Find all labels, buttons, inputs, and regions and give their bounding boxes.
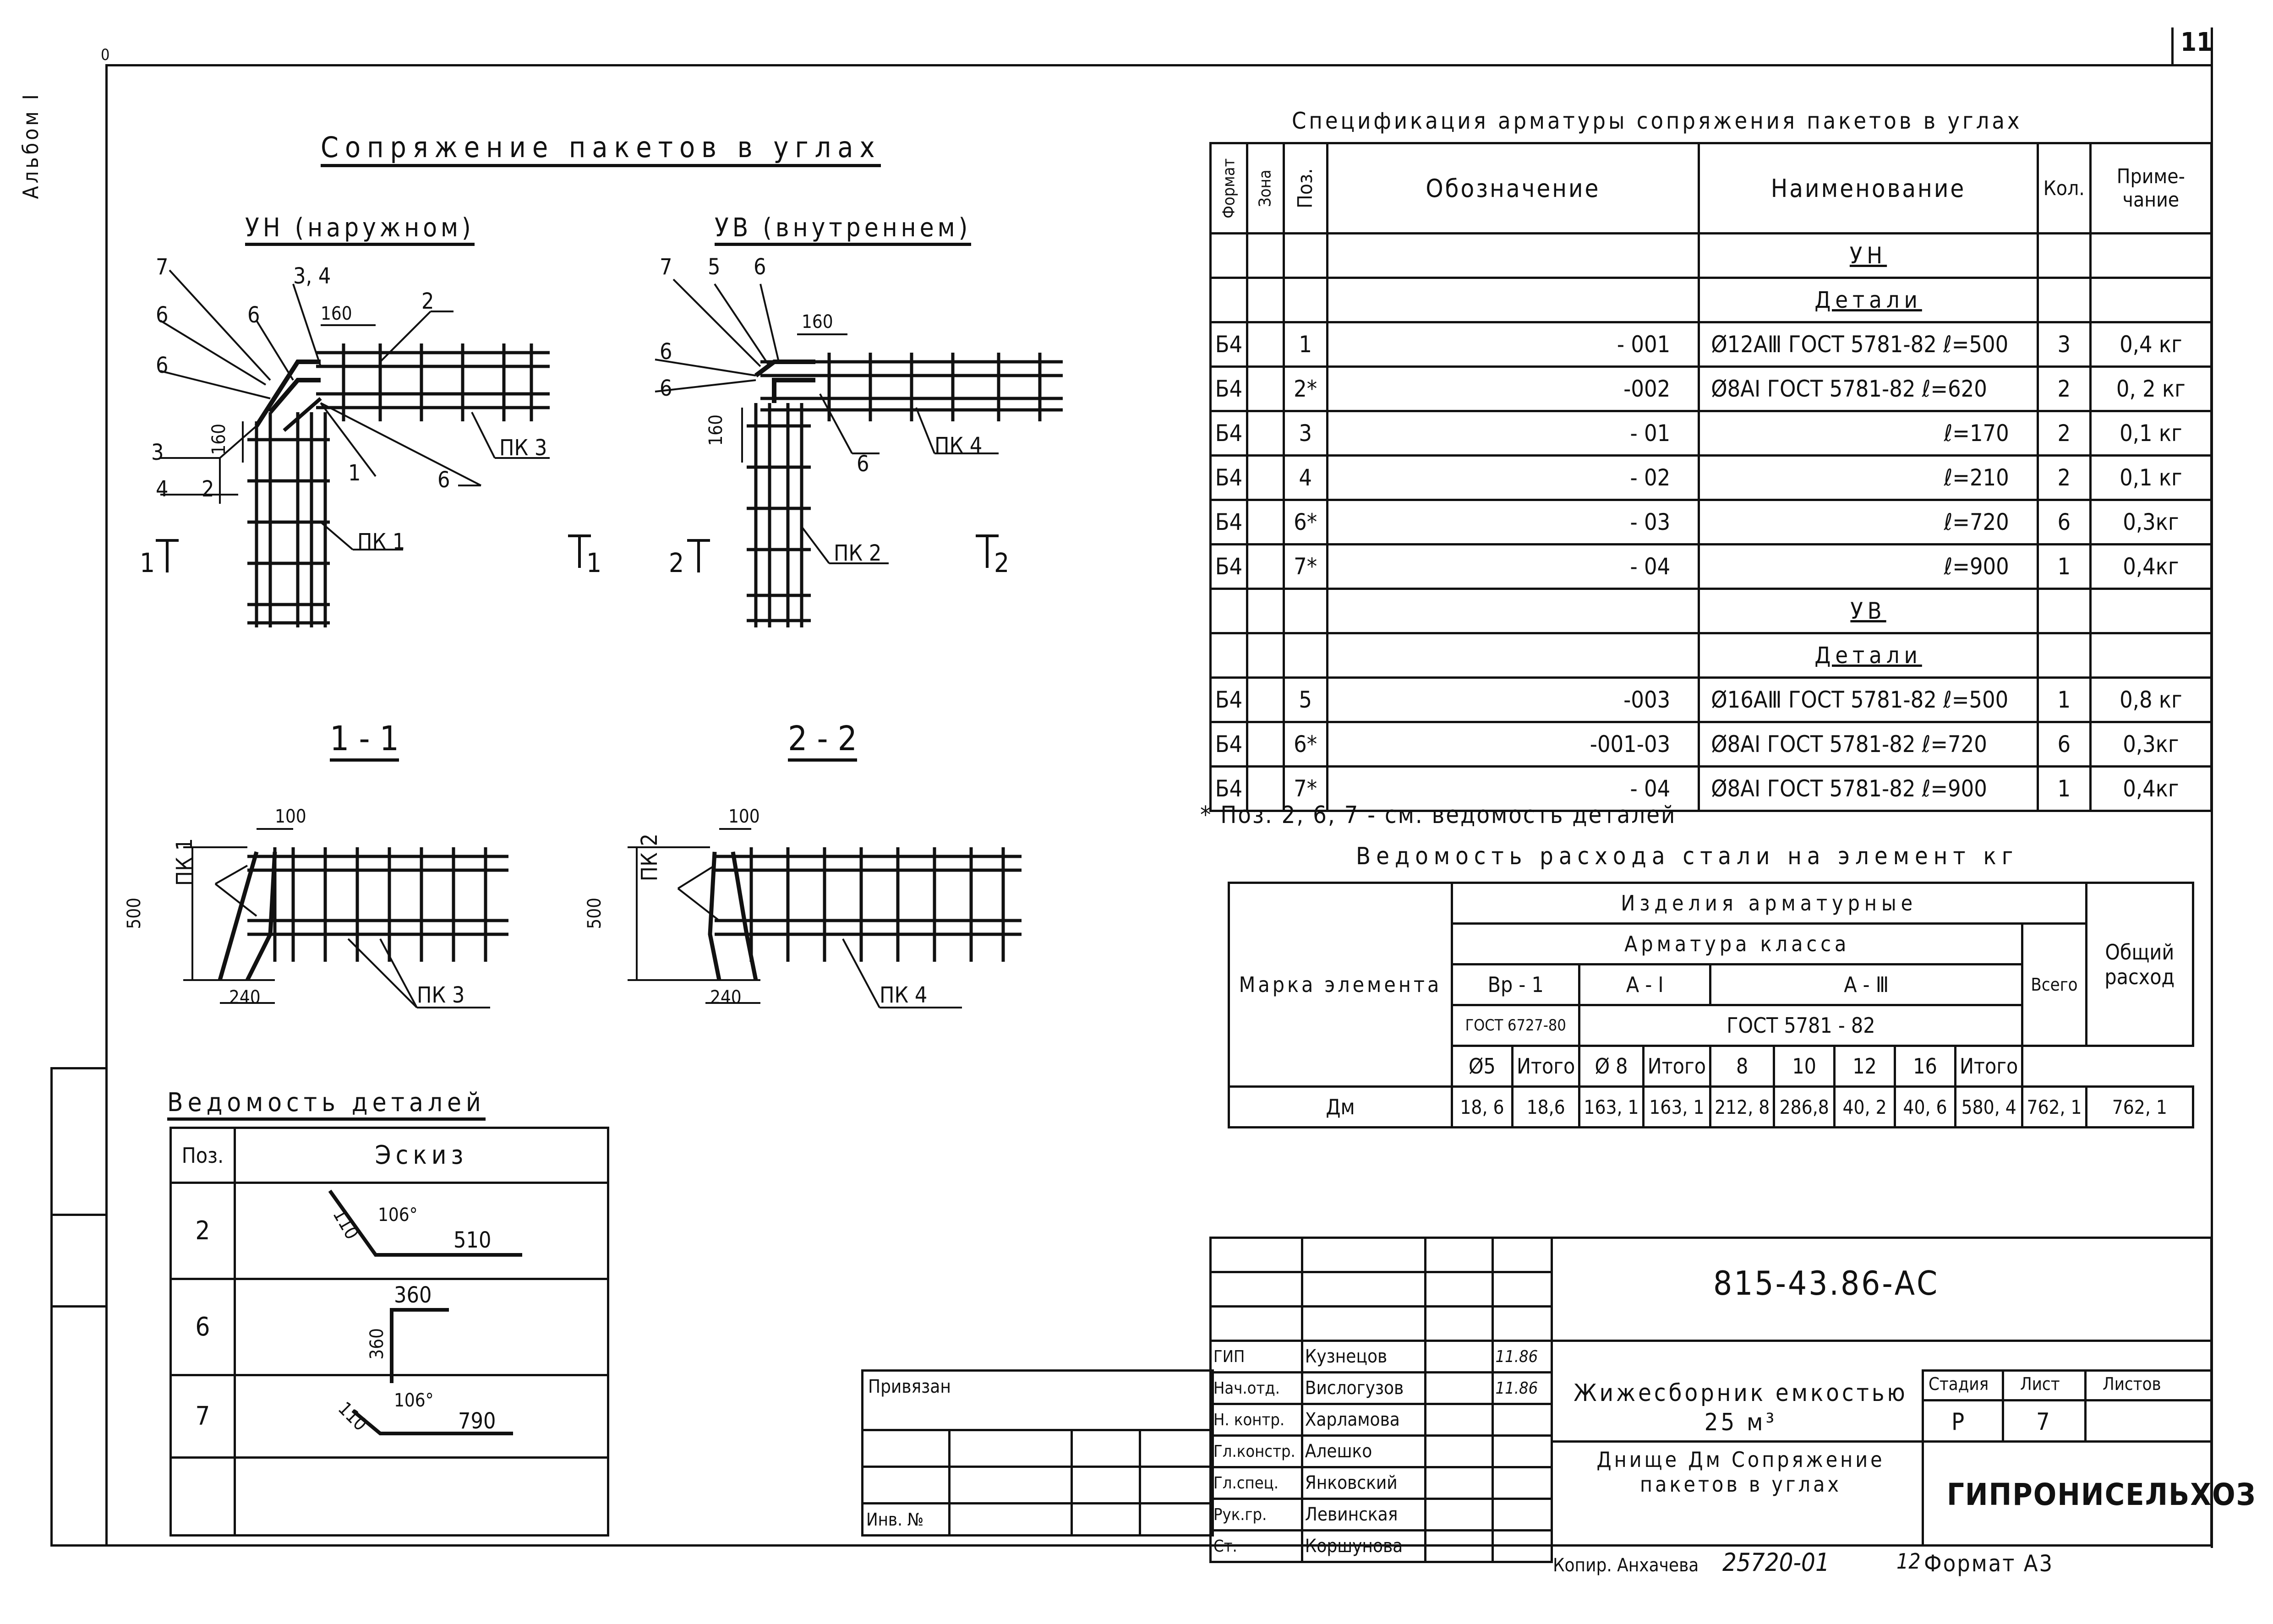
steel-c-a1: А - Ⅰ xyxy=(1579,965,1710,1005)
section-22-drawing xyxy=(628,829,1022,1008)
stamp-privyazan-table xyxy=(861,1369,1214,1537)
d2-b: 510 xyxy=(454,1227,492,1253)
steel-h-mark: Марка элемента xyxy=(1229,883,1452,1087)
spec-h-designation: Обозначение xyxy=(1327,143,1699,234)
stamp-h-sheets: Листов xyxy=(2103,1374,2161,1394)
s11-dim-top: 100 xyxy=(275,806,306,827)
un-label-6a: 6 xyxy=(156,302,169,328)
spec-cell: 1 xyxy=(2038,545,2090,589)
stamp-h-sheet: Лист xyxy=(2020,1374,2060,1394)
details-pos-6: 6 xyxy=(171,1279,235,1375)
spec-cell: ℓ=170 xyxy=(1699,411,2038,456)
spec-cell: ℓ=210 xyxy=(1699,456,2038,500)
stamp-person-row xyxy=(1211,1373,1552,1404)
stamp-person-role: Гл.констр. xyxy=(1211,1436,1302,1467)
stamp-right-line1 xyxy=(1551,1340,2213,1342)
spec-cell: Б4 xyxy=(1211,500,1247,545)
spec-cell: ℓ=720 xyxy=(1699,500,2038,545)
spec-row xyxy=(1211,678,2212,722)
spec-cell: - 01 xyxy=(1327,411,1699,456)
stamp-person-row xyxy=(1211,1499,1552,1531)
spec-cell: Б4 xyxy=(1211,322,1247,367)
steel-title: Ведомость расхода стали на элемент кг xyxy=(1356,843,2019,870)
s11-dim-side: 500 xyxy=(124,898,145,929)
stamp-right-v3 xyxy=(2084,1369,2087,1440)
steel-gost1: ГОСТ 6727-80 xyxy=(1452,1005,1579,1046)
stamp-code: 815-43.86-АС xyxy=(1713,1264,1940,1302)
stamp-signature xyxy=(1425,1404,1492,1436)
spec-row xyxy=(1211,545,2212,589)
spec-cell: 6* xyxy=(1284,722,1327,767)
un-label-1: 1 xyxy=(348,460,361,486)
section-11-drawing xyxy=(183,829,508,1008)
spec-group-name-text: УН xyxy=(1849,242,1887,269)
stamp-inv: Инв. № xyxy=(863,1504,950,1536)
un-dim-160: 160 xyxy=(321,303,352,324)
spec-footnote: * Поз. 2, 6, 7 - см. ведомость деталей xyxy=(1200,801,1677,829)
spec-cell: 6* xyxy=(1284,500,1327,545)
spec-cell: Ø16АⅢ ГОСТ 5781-82 ℓ=500 xyxy=(1699,678,2038,722)
steel-col-header: Итого xyxy=(1955,1046,2022,1087)
s22-dim-bottom: 240 xyxy=(710,987,742,1008)
view-uv-title: УВ (внутреннем) xyxy=(715,213,971,246)
spec-cell: 0,1 кг xyxy=(2090,456,2211,500)
spec-group-name xyxy=(1699,234,2038,278)
steel-table xyxy=(1228,882,2194,1128)
spec-row xyxy=(1211,411,2212,456)
steel-col-header: 16 xyxy=(1895,1046,1956,1087)
spec-cell: - 001 xyxy=(1327,322,1699,367)
spec-cell: Ø12АⅢ ГОСТ 5781-82 ℓ=500 xyxy=(1699,322,2038,367)
un-label-7: 7 xyxy=(156,254,169,280)
spec-group-name xyxy=(1699,589,2038,633)
stamp-person-date xyxy=(1492,1467,1552,1499)
d6-a: 360 xyxy=(366,1328,388,1360)
stamp-person-name: Харламова xyxy=(1302,1404,1425,1436)
stamp-person-date: 11.86 xyxy=(1492,1373,1552,1404)
spec-cell: 1 xyxy=(1284,322,1327,367)
un-label-pk3: ПК 3 xyxy=(499,435,547,461)
stamp-person-row xyxy=(1211,1467,1552,1499)
spec-cell xyxy=(1247,322,1284,367)
details-pos-7: 7 xyxy=(171,1375,235,1458)
stamp-drawing: Днище Дм Сопряжение пакетов в углах xyxy=(1596,1447,1885,1497)
steel-col-header: 8 xyxy=(1710,1046,1774,1087)
spec-cell: 1 xyxy=(2038,767,2090,811)
steel-h-all: Всего xyxy=(2022,924,2086,1046)
spec-cell: Б4 xyxy=(1211,545,1247,589)
stamp-sheet: 7 xyxy=(2036,1408,2050,1436)
steel-row-value: 40, 6 xyxy=(1895,1087,1956,1128)
stamp-person-date xyxy=(1492,1404,1552,1436)
un-section-left: 1 xyxy=(140,547,155,578)
s22-dim-top: 100 xyxy=(728,806,760,827)
steel-c-bp: Вр - 1 xyxy=(1452,965,1579,1005)
d7-b: 790 xyxy=(458,1408,496,1434)
details-sketch-7-cell xyxy=(235,1375,608,1458)
stamp-person-role: Рук.гр. xyxy=(1211,1499,1302,1531)
uv-label-pk2: ПК 2 xyxy=(834,540,882,566)
sheet-corner-number: 11 xyxy=(2180,27,2213,57)
spec-cell: Б4 xyxy=(1211,678,1247,722)
spec-group-sub xyxy=(1699,278,2038,322)
stamp-person-role: Гл.спец. xyxy=(1211,1467,1302,1499)
un-label-6d: 6 xyxy=(437,467,450,493)
stamp-right-line4 xyxy=(1922,1399,2213,1401)
stamp-person-name: Левинская xyxy=(1302,1499,1425,1531)
stamp-person-name: Вислогузов xyxy=(1302,1373,1425,1404)
uv-label-5: 5 xyxy=(708,254,721,280)
spec-cell: 1 xyxy=(2038,678,2090,722)
steel-row-value: 580, 4 xyxy=(1955,1087,2022,1128)
uv-label-6d: 6 xyxy=(857,451,869,477)
spec-cell: - 04 xyxy=(1327,545,1699,589)
stamp-format-num: 12 xyxy=(1896,1549,1921,1574)
details-pos-2: 2 xyxy=(171,1183,235,1279)
uv-label-6a: 6 xyxy=(754,254,766,280)
spec-cell: 0, 2 кг xyxy=(2090,367,2211,411)
steel-row-value: 762, 1 xyxy=(2086,1087,2193,1128)
spec-cell xyxy=(1247,678,1284,722)
steel-row-value: 40, 2 xyxy=(1835,1087,1895,1128)
uv-section-left: 2 xyxy=(669,547,684,578)
stamp-signature xyxy=(1425,1531,1492,1562)
spec-cell: 7* xyxy=(1284,545,1327,589)
d2-a: 110 xyxy=(328,1205,363,1243)
spec-cell: 0,1 кг xyxy=(2090,411,2211,456)
spec-cell: 0,4кг xyxy=(2090,767,2211,811)
stamp-right-line2 xyxy=(1551,1440,2213,1443)
stamp-signature xyxy=(1425,1341,1492,1373)
steel-h-items: Изделия арматурные xyxy=(1452,883,2087,924)
s11-pk: ПК 3 xyxy=(417,982,465,1008)
spec-cell xyxy=(1247,545,1284,589)
d7-angle: 106° xyxy=(394,1390,434,1411)
spec-cell xyxy=(1247,722,1284,767)
stamp-right-line3 xyxy=(1922,1369,2213,1372)
uv-vertical-package xyxy=(747,403,811,627)
stamp-signature xyxy=(1425,1499,1492,1531)
spec-h-pos: Поз. xyxy=(1284,143,1327,234)
stamp-h-stage: Стадия xyxy=(1929,1374,1989,1394)
spec-cell: Б4 xyxy=(1211,411,1247,456)
spec-cell: -003 xyxy=(1327,678,1699,722)
stamp-person-name: Коршунова xyxy=(1302,1531,1425,1562)
steel-row-value: 286,8 xyxy=(1774,1087,1835,1128)
stamp-signature-table xyxy=(1209,1237,1553,1563)
steel-row-mark: Дм xyxy=(1229,1087,1452,1128)
spec-cell: Ø8АⅠ ГОСТ 5781-82 ℓ=620 xyxy=(1699,367,2038,411)
spec-row xyxy=(1211,367,2212,411)
stamp-copy-num: 25720-01 xyxy=(1722,1548,1830,1577)
stamp-person-role: Ст. xyxy=(1211,1531,1302,1562)
spec-cell: ℓ=900 xyxy=(1699,545,2038,589)
spec-cell: Б4 xyxy=(1211,722,1247,767)
s22-dim-side: 500 xyxy=(584,898,605,929)
spec-cell: 2 xyxy=(2038,456,2090,500)
spec-h-qty: Кол. xyxy=(2038,143,2090,234)
steel-row-value: 18, 6 xyxy=(1452,1087,1513,1128)
steel-row-value: 163, 1 xyxy=(1579,1087,1643,1128)
details-h-sketch: Эскиз xyxy=(235,1128,608,1183)
spec-cell: 6 xyxy=(2038,500,2090,545)
spec-row xyxy=(1211,456,2212,500)
spec-group-name-row xyxy=(1211,589,2212,633)
steel-col-header: Ø 8 xyxy=(1579,1046,1643,1087)
stamp-person-name: Алешко xyxy=(1302,1436,1425,1467)
spec-group-sub-row xyxy=(1211,633,2212,678)
spec-row xyxy=(1211,500,2212,545)
steel-gost2: ГОСТ 5781 - 82 xyxy=(1579,1005,2022,1046)
spec-h-name: Наименование xyxy=(1699,143,2038,234)
uv-dim-160-vert: 160 xyxy=(705,414,727,446)
spec-cell xyxy=(1247,456,1284,500)
stamp-person-date xyxy=(1492,1499,1552,1531)
un-section-right: 1 xyxy=(586,547,602,578)
album-label: Альбом I xyxy=(18,92,43,199)
steel-h-class: Арматура класса xyxy=(1452,924,2022,965)
spec-cell: 3 xyxy=(2038,322,2090,367)
spec-group-sub-row xyxy=(1211,278,2212,322)
un-label-3: 3 xyxy=(151,440,164,465)
d7-a: 110 xyxy=(333,1398,371,1435)
steel-row-value: 762, 1 xyxy=(2022,1087,2086,1128)
spec-cell: 0,3кг xyxy=(2090,722,2211,767)
spec-cell: Б4 xyxy=(1211,367,1247,411)
spec-header-row xyxy=(1211,143,2212,234)
section-22-title: 2 - 2 xyxy=(788,719,857,762)
stamp-org: ГИПРОНИСЕЛЬХОЗ xyxy=(1947,1477,2257,1512)
steel-col-header: 12 xyxy=(1835,1046,1895,1087)
spec-cell xyxy=(1247,411,1284,456)
steel-h-total: Общий расход xyxy=(2086,883,2193,1046)
stamp-stage: Р xyxy=(1951,1408,1965,1436)
stamp-person-name: Янковский xyxy=(1302,1467,1425,1499)
stamp-copy: Копир. Анхачева xyxy=(1553,1555,1699,1576)
stamp-person-role: ГИП xyxy=(1211,1341,1302,1373)
spec-h-zone: Зона xyxy=(1247,143,1284,234)
main-title: Сопряжение пакетов в углах xyxy=(321,131,881,167)
spec-cell: 0,3кг xyxy=(2090,500,2211,545)
stamp-person-name: Кузнецов xyxy=(1302,1341,1425,1373)
spec-cell: - 02 xyxy=(1327,456,1699,500)
spec-cell: Б4 xyxy=(1211,456,1247,500)
stamp-signature xyxy=(1425,1436,1492,1467)
stamp-person-row xyxy=(1211,1436,1552,1467)
uv-section-right: 2 xyxy=(994,547,1010,578)
spec-group-sub-text: Детали xyxy=(1814,642,1922,669)
spec-table xyxy=(1209,142,2213,812)
s22-pk-side: ПК 2 xyxy=(637,834,662,882)
spec-cell: 0,4кг xyxy=(2090,545,2211,589)
details-table xyxy=(169,1127,609,1537)
un-horizontal-package xyxy=(316,343,550,421)
un-label-6b: 6 xyxy=(247,302,260,328)
s22-pk: ПК 4 xyxy=(880,982,928,1008)
stamp-signature xyxy=(1425,1467,1492,1499)
spec-cell: 0,4 кг xyxy=(2090,322,2211,367)
un-vertical-package xyxy=(247,412,330,627)
spec-h-format: Формат xyxy=(1211,143,1247,234)
spec-cell: -002 xyxy=(1327,367,1699,411)
spec-cell xyxy=(1247,500,1284,545)
spec-group-name-row xyxy=(1211,234,2212,278)
spec-cell: Ø8АⅠ ГОСТ 5781-82 ℓ=720 xyxy=(1699,722,2038,767)
stamp-person-date xyxy=(1492,1436,1552,1467)
stamp-right-v2 xyxy=(2002,1369,2004,1440)
stamp-person-date: 11.86 xyxy=(1492,1341,1552,1373)
view-un-title: УН (наружном) xyxy=(245,213,475,246)
steel-col-header: 10 xyxy=(1774,1046,1835,1087)
spec-cell: 0,8 кг xyxy=(2090,678,2211,722)
details-sketch-2-cell xyxy=(235,1183,608,1279)
stamp-person-row xyxy=(1211,1531,1552,1562)
steel-row-value: 212, 8 xyxy=(1710,1087,1774,1128)
spec-cell: 4 xyxy=(1284,456,1327,500)
s11-pk-side: ПК 1 xyxy=(172,838,197,886)
uv-label-6b: 6 xyxy=(660,339,672,365)
spec-h-note: Приме-чание xyxy=(2090,143,2211,234)
spec-cell: 5 xyxy=(1284,678,1327,722)
d2-angle: 106° xyxy=(378,1204,418,1226)
spec-row xyxy=(1211,722,2212,767)
un-label-34: 3, 4 xyxy=(293,263,331,289)
uv-label-pk4: ПК 4 xyxy=(934,433,983,458)
details-h-pos: Поз. xyxy=(171,1128,235,1183)
uv-label-6c: 6 xyxy=(660,376,672,401)
un-dim-160-vert: 160 xyxy=(208,424,229,455)
stamp-person-row xyxy=(1211,1341,1552,1373)
spec-cell: - 04 xyxy=(1327,767,1699,811)
spec-cell: Ø8АⅠ ГОСТ 5781-82 ℓ=900 xyxy=(1699,767,2038,811)
section-11-title: 1 - 1 xyxy=(330,719,399,762)
un-label-6c: 6 xyxy=(156,353,169,378)
steel-row-value: 18,6 xyxy=(1512,1087,1579,1128)
spec-group-name-text: УВ xyxy=(1850,598,1886,624)
details-title: Ведомость деталей xyxy=(167,1088,486,1121)
spec-cell: 3 xyxy=(1284,411,1327,456)
un-label-2b: 2 xyxy=(202,476,214,502)
spec-cell: 2 xyxy=(2038,367,2090,411)
steel-col-header: Итого xyxy=(1512,1046,1579,1087)
uv-dim-160: 160 xyxy=(802,311,833,332)
stamp-privyazan: Привязан xyxy=(863,1371,1213,1430)
spec-cell xyxy=(1247,367,1284,411)
spec-group-sub xyxy=(1699,633,2038,678)
steel-col-header: Ø5 xyxy=(1452,1046,1513,1087)
spec-cell: 2 xyxy=(2038,411,2090,456)
spec-group-sub-text: Детали xyxy=(1814,287,1922,313)
spec-cell: -001-03 xyxy=(1327,722,1699,767)
stamp-format: Формат А3 xyxy=(1924,1550,2054,1577)
steel-col-header: Итого xyxy=(1643,1046,1710,1087)
stamp-person-row xyxy=(1211,1404,1552,1436)
stamp-signature xyxy=(1425,1373,1492,1404)
spec-cell: 2* xyxy=(1284,367,1327,411)
stamp-project: Жижесборник емкостью 25 м³ xyxy=(1574,1379,1908,1436)
spec-row xyxy=(1211,322,2212,367)
uv-label-7: 7 xyxy=(660,254,672,280)
stamp-person-date xyxy=(1492,1531,1552,1562)
steel-row-value: 163, 1 xyxy=(1643,1087,1710,1128)
spec-cell: Б4 xyxy=(1211,767,1247,811)
steel-c-a3: А - Ⅲ xyxy=(1710,965,2022,1005)
stamp-right-v1 xyxy=(1922,1369,1924,1546)
top-mark: 0 xyxy=(101,46,110,64)
un-label-2: 2 xyxy=(421,289,434,314)
spec-cell: 6 xyxy=(2038,722,2090,767)
stamp-person-role: Нач.отд. xyxy=(1211,1373,1302,1404)
spec-cell: 7* xyxy=(1284,767,1327,811)
spec-cell: - 03 xyxy=(1327,500,1699,545)
s11-dim-bottom: 240 xyxy=(229,987,261,1008)
spec-title: Спецификация арматуры сопряжения пакетов в углах xyxy=(1292,108,2022,134)
d6-b: 360 xyxy=(394,1282,432,1308)
un-label-4: 4 xyxy=(156,476,169,502)
un-label-pk1: ПК 1 xyxy=(357,529,405,555)
stamp-person-role: Н. контр. xyxy=(1211,1404,1302,1436)
